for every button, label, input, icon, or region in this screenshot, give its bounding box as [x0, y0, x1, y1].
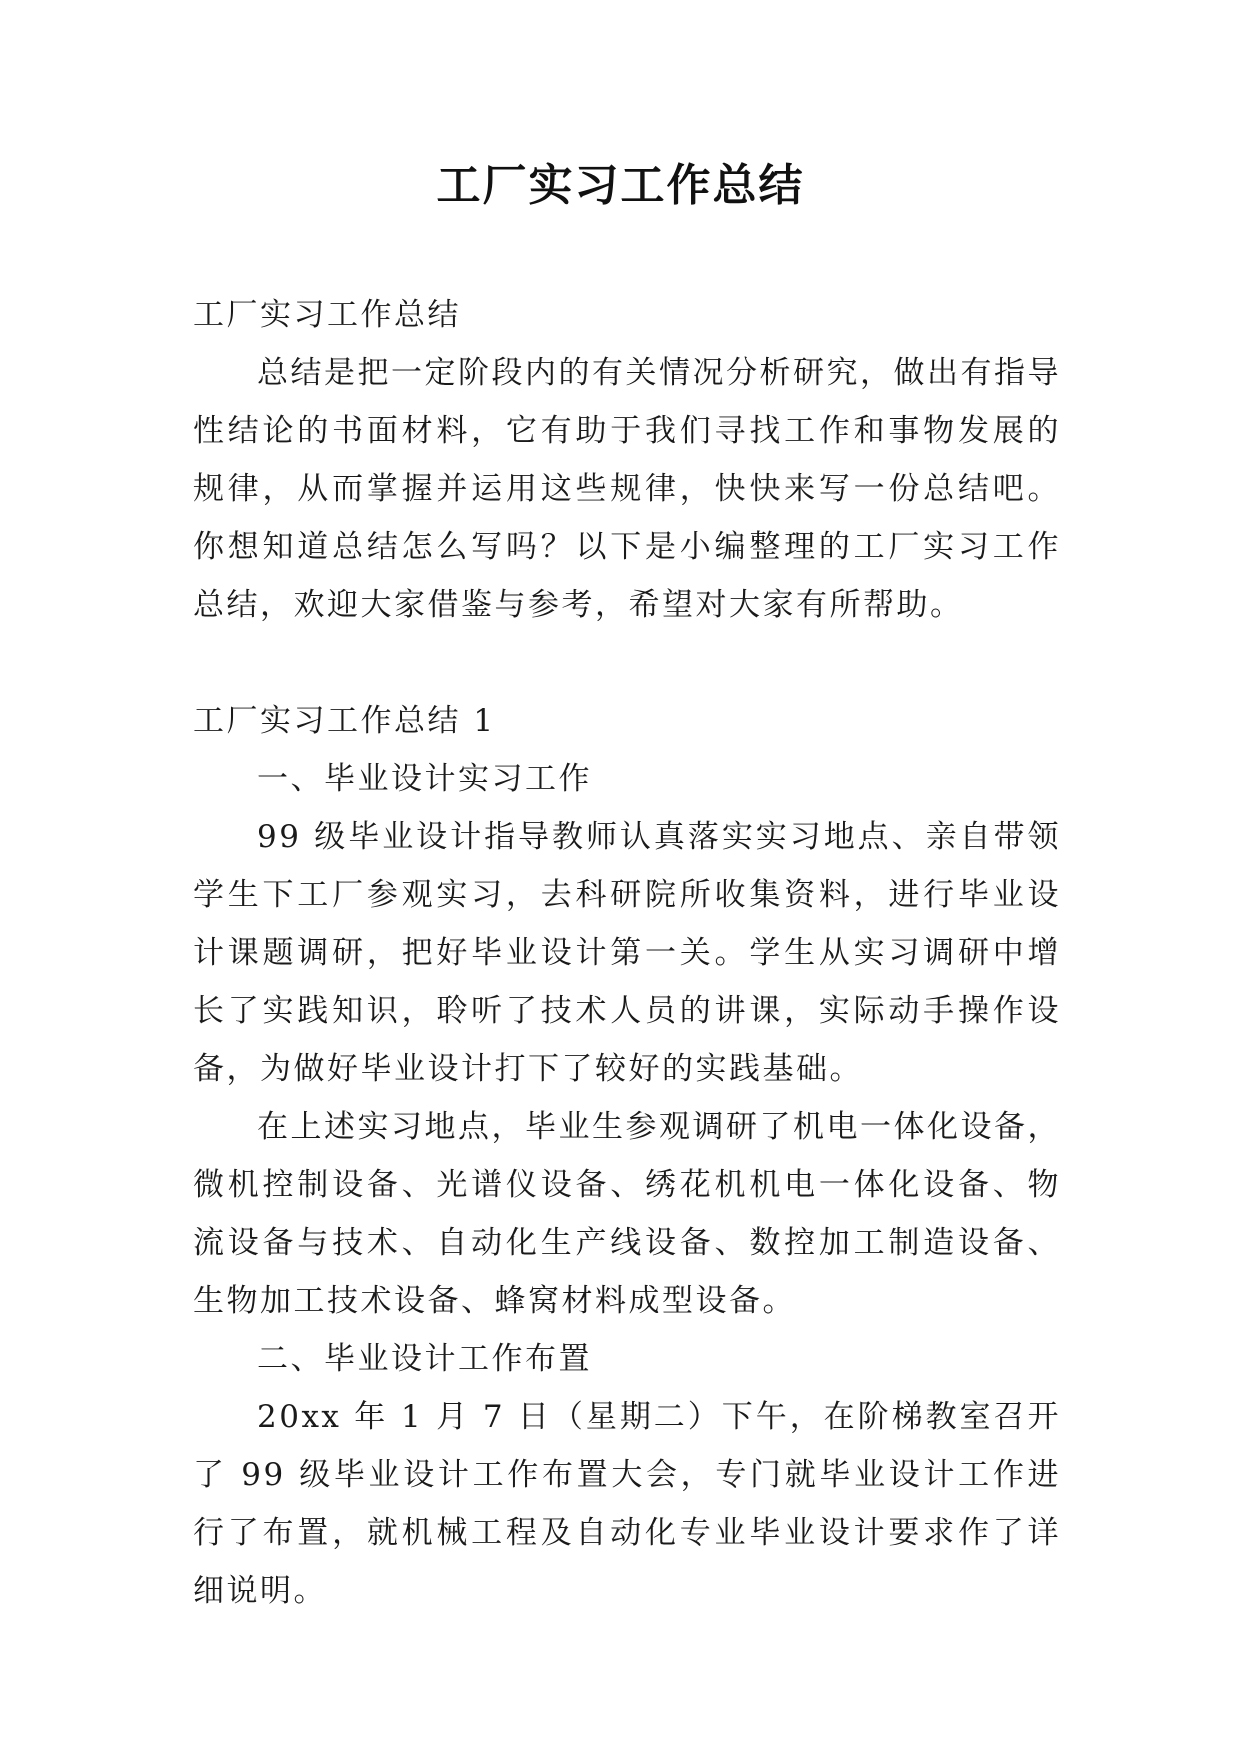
intro-paragraph: 总结是把一定阶段内的有关情况分析研究，做出有指导性结论的书面材料，它有助于我们寻找工作和事物发展的规律，从而掌握并运用这些规律，快快来写一份总结吧。你想知道总结怎么写吗？以下是小编整理的工厂实习工作总结，欢迎大家借鉴与参考，希望对大家有所帮助。	[193, 355, 1061, 623]
section-1-title: 工厂实习工作总结 1	[193, 703, 496, 739]
part-2-paragraph-1: 20xx 年 1 月 7 日（星期二）下午，在阶梯教室召开了 99 级毕业设计工作布置大会，专门就毕业设计工作进行了布置，就机械工程及自动化专业毕业设计要求作了详细说明。	[193, 1399, 1061, 1609]
document-title: 工厂实习工作总结	[436, 160, 805, 211]
document-body	[193, 286, 1061, 1620]
part-1-heading: 一、毕业设计实习工作	[257, 761, 592, 797]
part-2-heading: 二、毕业设计工作布置	[257, 1341, 592, 1377]
sub-heading: 工厂实习工作总结	[193, 297, 461, 333]
part-1-paragraph-2: 在上述实习地点，毕业生参观调研了机电一体化设备，微机控制设备、光谱仪设备、绣花机机电一体化设备、物流设备与技术、自动化生产线设备、数控加工制造设备、生物加工技术设备、蜂窝材料成型设备。	[193, 1109, 1061, 1319]
part-1-paragraph-1: 99 级毕业设计指导教师认真落实实习地点、亲自带领学生下工厂参观实习，去科研院所收集资料，进行毕业设计课题调研，把好毕业设计第一关。学生从实习调研中增长了实践知识，聆听了技术人员的讲课，实际动手操作设备，为做好毕业设计打下了较好的实践基础。	[193, 819, 1061, 1087]
paragraph-gap	[193, 634, 1061, 692]
